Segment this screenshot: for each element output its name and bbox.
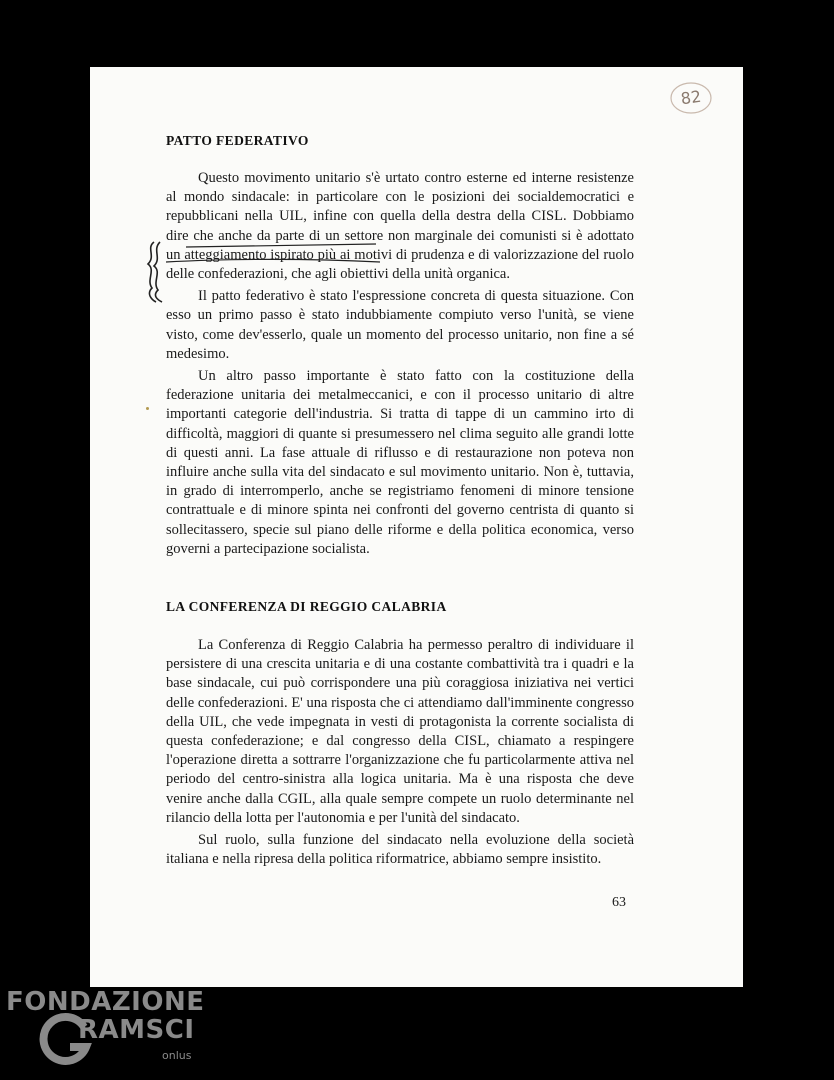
folio-mark (668, 80, 714, 116)
paragraph: Questo movimento unitario s'è urtato contro esterne ed interne resistenze al mondo sindacale: in particolare con le posizioni dei socialdemocratici e repubblicani nella UIL, infine con quella della destra della CISL. Dobbiamo dire che anche da parte di un settore non marginale dei comunisti si è adottato un atteggiamento ispirato più ai motivi di prudenza e di valorizzazione del ruolo delle confederazioni, che agli obiettivi della unità organica. (166, 170, 634, 283)
folio-number: 82 (679, 86, 703, 109)
paragraph: La Conferenza di Reggio Calabria ha permesso peraltro di individuare il persistere di una crescita unitaria e di una costante combattività tra i quadri e la base sindacale, cui può corrispondere una più coraggiosa iniziativa nei vertici delle confederazioni. E' una risposta che ci attendiamo dall'imminente congresso della UIL, che vede impegnata in vesti di protagonista la corrente socialista di questa confederazione; e dal congresso della CISL, chiamato a respingere l'operazione diretta a sottrarre l'organizzazione che fu particolarmente attiva nel periodo del centro-sinistra alla logica unitaria. Ma è una risposta che deve venire anche dalla CGIL, alla quale sempre compete un ruolo determinante nel rilancio della lotta per l'autonomia e per l'unità del sindacato. (166, 637, 634, 826)
page-number: 63 (612, 895, 626, 910)
logo-line-2: RAMSCI (78, 1015, 195, 1045)
handwritten-bracket-icon (140, 238, 170, 304)
section-heading-patto: PATTO FEDERATIVO (166, 133, 309, 148)
watermark-logo (6, 987, 206, 1077)
section-body-patto (166, 169, 634, 562)
paragraph: Il patto federativo è stato l'espressione concreta di questa situazione. Con esso un primo passo è stato indubbiamente compiuto verso l'unità, se viene visto, come dev'esserlo, quale un momento del processo unitario, non fine a sé medesimo. (166, 288, 634, 362)
section-heading-conferenza: LA CONFERENZA DI REGGIO CALABRIA (166, 599, 447, 614)
logo-suffix: onlus (162, 1049, 192, 1062)
paper-speck (146, 407, 149, 410)
logo-line-1: FONDAZIONE (6, 987, 205, 1017)
paragraph: Sul ruolo, sulla funzione del sindacato nella evoluzione della società italiana e nella ripresa della politica riformatrice, abbiamo sempre insistito. (166, 832, 634, 868)
paragraph: Un altro passo importante è stato fatto con la costituzione della federazione unitaria dei metalmeccanici, e con il processo unitario di altre importanti categorie dell'industria. Si tratta di tappe di un cammino irto di difficoltà, maggiori di quante si presumessero nel clima seguito alle grandi lotte di questi anni. La fase attuale di riflusso e di restaurazione non poteva non influire anche sulla vita del sindacato e sul movimento unitario. Non è, tuttavia, in grado di interromperlo, anche se registriamo fenomeni di minore tensione contrattuale e di minore spinta nei confronti del governo centrista di quanto si sollecitassero, specie sul piano delle riforme e della politica economica, verso governi a partecipazione socialista. (166, 368, 634, 557)
margin-bracket-annotation (140, 238, 170, 304)
section-body-conferenza (166, 636, 634, 872)
